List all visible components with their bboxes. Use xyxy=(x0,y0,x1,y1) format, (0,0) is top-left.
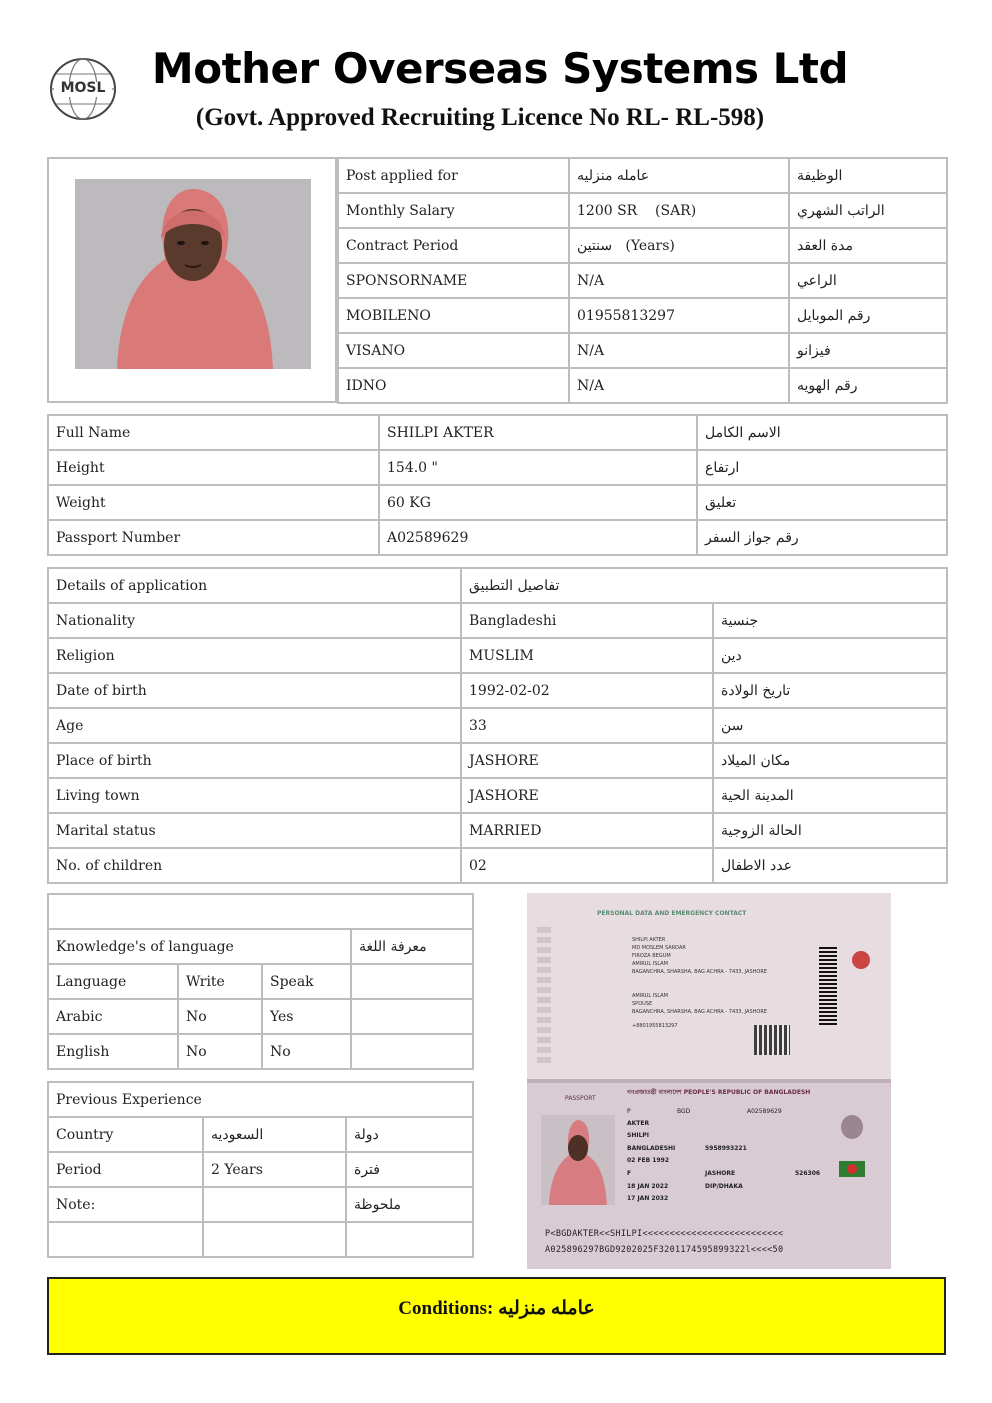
ar-weight: تعليق xyxy=(697,485,947,520)
passport-bio-2: BGD xyxy=(677,1108,691,1115)
blank-cell xyxy=(203,1222,346,1257)
table-row xyxy=(48,415,947,450)
passport-mrz-line-2: A025896297BGD9202025F3201174595899322l<<<<50 xyxy=(545,1245,784,1255)
label-age: Age xyxy=(48,708,461,743)
label-height: Height xyxy=(48,450,379,485)
passport-bio-14: 17 JAN 2032 xyxy=(627,1195,669,1202)
table-row xyxy=(48,1152,473,1187)
ar-country: دولة xyxy=(346,1117,473,1152)
passport-bio-8: 02 FEB 1992 xyxy=(627,1157,669,1164)
company-title: Mother Overseas Systems Ltd xyxy=(151,44,849,93)
personal-table xyxy=(47,414,948,556)
language-title: Knowledge's of language xyxy=(48,929,351,964)
table-row xyxy=(48,1082,473,1117)
table-row xyxy=(48,1034,473,1069)
passport-photo xyxy=(541,1115,615,1205)
value-country: السعوديه xyxy=(203,1117,346,1152)
label-date-of-birth: Date of birth xyxy=(48,673,461,708)
value-height: 154.0 " xyxy=(379,450,697,485)
table-row xyxy=(48,638,947,673)
conditions-value: عامله منزليه xyxy=(498,1298,595,1319)
arabic-blank xyxy=(351,999,473,1034)
label-marital-status: Marital status xyxy=(48,813,461,848)
value-sponsor-name: N/A xyxy=(569,263,789,298)
ar-contract-period: مدة العقد xyxy=(789,228,947,263)
value-monthly-salary: 1200 SR (SAR) xyxy=(569,193,789,228)
label-living-town: Living town xyxy=(48,778,461,813)
table-row xyxy=(48,673,947,708)
application-table xyxy=(47,567,948,884)
passport-bio-11: 526306 xyxy=(795,1170,821,1177)
ar-living-town: المدينة الحية xyxy=(713,778,947,813)
value-contract-period: سنتين (Years) xyxy=(569,228,789,263)
ar-post-applied: الوظيفة xyxy=(789,158,947,193)
language-english: English xyxy=(48,1034,178,1069)
passport-bio-3: A02589629 xyxy=(747,1108,782,1115)
passport-bio-6: BANGLADESHI xyxy=(627,1145,676,1152)
table-row xyxy=(338,368,947,403)
label-passport-number: Passport Number xyxy=(48,520,379,555)
qr-code-icon xyxy=(754,1025,790,1055)
ar-religion: دين xyxy=(713,638,947,673)
ar-details-of-application: تفاصيل التطبيق xyxy=(461,568,947,603)
experience-title: Previous Experience xyxy=(48,1082,473,1117)
value-no-of-children: 02 xyxy=(461,848,713,883)
value-post-applied: عامله منزليه xyxy=(569,158,789,193)
ar-marital-status: الحالة الزوجية xyxy=(713,813,947,848)
passport-bio-10: JASHORE xyxy=(705,1170,736,1177)
ar-note: ملحوظة xyxy=(346,1187,473,1222)
blank-cell xyxy=(346,1222,473,1257)
licence-subtitle: (Govt. Approved Recruiting Licence No RL- RL-598) xyxy=(195,104,765,131)
table-row xyxy=(48,848,947,883)
language-table xyxy=(47,893,474,1070)
label-sponsor-name: SPONSORNAME xyxy=(338,263,569,298)
label-country: Country xyxy=(48,1117,203,1152)
value-nationality: Bangladeshi xyxy=(461,603,713,638)
passport-bio-1: P xyxy=(627,1108,631,1115)
barcode-icon xyxy=(819,945,837,1025)
label-visa-no: VISANO xyxy=(338,333,569,368)
passport-emergency-1: AMIRUL ISLAM xyxy=(632,993,669,999)
value-weight: 60 KG xyxy=(379,485,697,520)
value-note xyxy=(203,1187,346,1222)
passport-doc-word: PASSPORT xyxy=(565,1095,596,1102)
value-passport-number: A02589629 xyxy=(379,520,697,555)
table-row xyxy=(48,1117,473,1152)
applicant-photo xyxy=(75,179,311,369)
passport-scan xyxy=(527,893,891,1269)
passport-emergency-4: +8801955813297 xyxy=(632,1023,678,1029)
value-religion: MUSLIM xyxy=(461,638,713,673)
table-row xyxy=(48,568,947,603)
table-row xyxy=(338,333,947,368)
value-age: 33 xyxy=(461,708,713,743)
arabic-speak: Yes xyxy=(262,999,351,1034)
ar-passport-number: رقم جواز السفر xyxy=(697,520,947,555)
passport-bio-13: DIP/DHAKA xyxy=(705,1183,743,1190)
value-period: 2 Years xyxy=(203,1152,346,1187)
language-blank-header xyxy=(48,894,473,929)
table-row xyxy=(48,999,473,1034)
passport-bio-7: 5958993221 xyxy=(705,1145,747,1152)
passport-bio-12: 18 JAN 2022 xyxy=(627,1183,669,1190)
label-id-no: IDNO xyxy=(338,368,569,403)
value-marital-status: MARRIED xyxy=(461,813,713,848)
table-row xyxy=(48,520,947,555)
passport-bio-4: AKTER xyxy=(627,1120,650,1127)
ar-full-name: الاسم الكامل xyxy=(697,415,947,450)
arabic-write: No xyxy=(178,999,262,1034)
label-nationality: Nationality xyxy=(48,603,461,638)
header-language: Language xyxy=(48,964,178,999)
table-row xyxy=(48,929,473,964)
ar-id-no: رقم الهويه xyxy=(789,368,947,403)
label-full-name: Full Name xyxy=(48,415,379,450)
label-period: Period xyxy=(48,1152,203,1187)
table-row xyxy=(48,743,947,778)
table-row xyxy=(48,778,947,813)
table-row xyxy=(48,813,947,848)
language-title-ar: معرفة اللغة xyxy=(351,929,473,964)
table-row xyxy=(48,708,947,743)
label-weight: Weight xyxy=(48,485,379,520)
ar-monthly-salary: الراتب الشهري xyxy=(789,193,947,228)
passport-field-5: BAGANCHRA, SHARSHA, BAG ACHRA - 7433, JASHORE xyxy=(632,969,767,975)
ar-sponsor-name: الراعي xyxy=(789,263,947,298)
flag-icon xyxy=(839,1161,865,1177)
label-details-of-application: Details of application xyxy=(48,568,461,603)
value-mobile-no: 01955813297 xyxy=(569,298,789,333)
conditions-box xyxy=(47,1277,946,1355)
conditions-label: Conditions: xyxy=(398,1298,494,1319)
passport-field-3: FIROZA BEGUM xyxy=(632,953,671,959)
ar-nationality: جنسية xyxy=(713,603,947,638)
ar-no-of-children: عدد الاطفال xyxy=(713,848,947,883)
passport-bio-5: SHILPI xyxy=(627,1132,650,1139)
table-row xyxy=(338,158,947,193)
header-speak: Speak xyxy=(262,964,351,999)
english-blank xyxy=(351,1034,473,1069)
passport-country-banner: গণপ্রজাতন্ত্রী বাংলাদেশ PEOPLE'S REPUBLIC OF BANGLADESH xyxy=(627,1089,811,1096)
label-monthly-salary: Monthly Salary xyxy=(338,193,569,228)
ar-place-of-birth: مكان الميلاد xyxy=(713,743,947,778)
english-write: No xyxy=(178,1034,262,1069)
passport-bio-page xyxy=(527,1083,891,1269)
label-note: Note: xyxy=(48,1187,203,1222)
value-date-of-birth: 1992-02-02 xyxy=(461,673,713,708)
ar-age: سن xyxy=(713,708,947,743)
passport-data-page xyxy=(527,893,891,1081)
table-row xyxy=(338,193,947,228)
table-row xyxy=(48,894,473,929)
english-speak: No xyxy=(262,1034,351,1069)
post-info-table xyxy=(337,157,948,404)
logo-text: MOSL xyxy=(60,80,106,96)
value-visa-no: N/A xyxy=(569,333,789,368)
label-mobile-no: MOBILENO xyxy=(338,298,569,333)
passport-emergency-3: BAGANCHRA, SHARSHA, BAG ACHRA - 7433, JASHORE xyxy=(632,1009,767,1015)
label-contract-period: Contract Period xyxy=(338,228,569,263)
table-row xyxy=(338,228,947,263)
passport-ghost-photo xyxy=(841,1115,863,1139)
label-no-of-children: No. of children xyxy=(48,848,461,883)
value-full-name: SHILPI AKTER xyxy=(379,415,697,450)
table-row xyxy=(48,450,947,485)
table-row xyxy=(338,263,947,298)
passport-field-4: AMIRUL ISLAM xyxy=(632,961,669,967)
header-write: Write xyxy=(178,964,262,999)
passport-emergency-2: SPOUSE xyxy=(632,1001,653,1007)
header-blank xyxy=(351,964,473,999)
ar-period: فترة xyxy=(346,1152,473,1187)
passport-bio-9: F xyxy=(627,1170,632,1177)
passport-field-2: MD MOSLEM SARDAR xyxy=(632,945,686,951)
blank-cell xyxy=(48,1222,203,1257)
emblem-icon xyxy=(852,951,870,969)
ar-visa-no: فيزانو xyxy=(789,333,947,368)
ar-mobile-no: رقم الموبايل xyxy=(789,298,947,333)
ar-height: ارتفاع xyxy=(697,450,947,485)
passport-vertical-number xyxy=(537,923,551,1063)
label-post-applied: Post applied for xyxy=(338,158,569,193)
table-row xyxy=(338,298,947,333)
language-arabic: Arabic xyxy=(48,999,178,1034)
value-id-no: N/A xyxy=(569,368,789,403)
passport-top-title: PERSONAL DATA AND EMERGENCY CONTACT xyxy=(597,910,747,917)
table-row xyxy=(48,964,473,999)
company-logo xyxy=(48,56,118,122)
table-row xyxy=(48,1222,473,1257)
passport-field-1: SHILPI AKTER xyxy=(632,937,666,943)
label-place-of-birth: Place of birth xyxy=(48,743,461,778)
label-religion: Religion xyxy=(48,638,461,673)
table-row xyxy=(48,485,947,520)
value-place-of-birth: JASHORE xyxy=(461,743,713,778)
table-row xyxy=(48,603,947,638)
value-living-town: JASHORE xyxy=(461,778,713,813)
passport-mrz-line-1: P<BGDAKTER<<SHILPI<<<<<<<<<<<<<<<<<<<<<<<<<< xyxy=(545,1229,784,1239)
table-row xyxy=(48,1187,473,1222)
ar-date-of-birth: تاريخ الولادة xyxy=(713,673,947,708)
experience-table xyxy=(47,1081,474,1258)
